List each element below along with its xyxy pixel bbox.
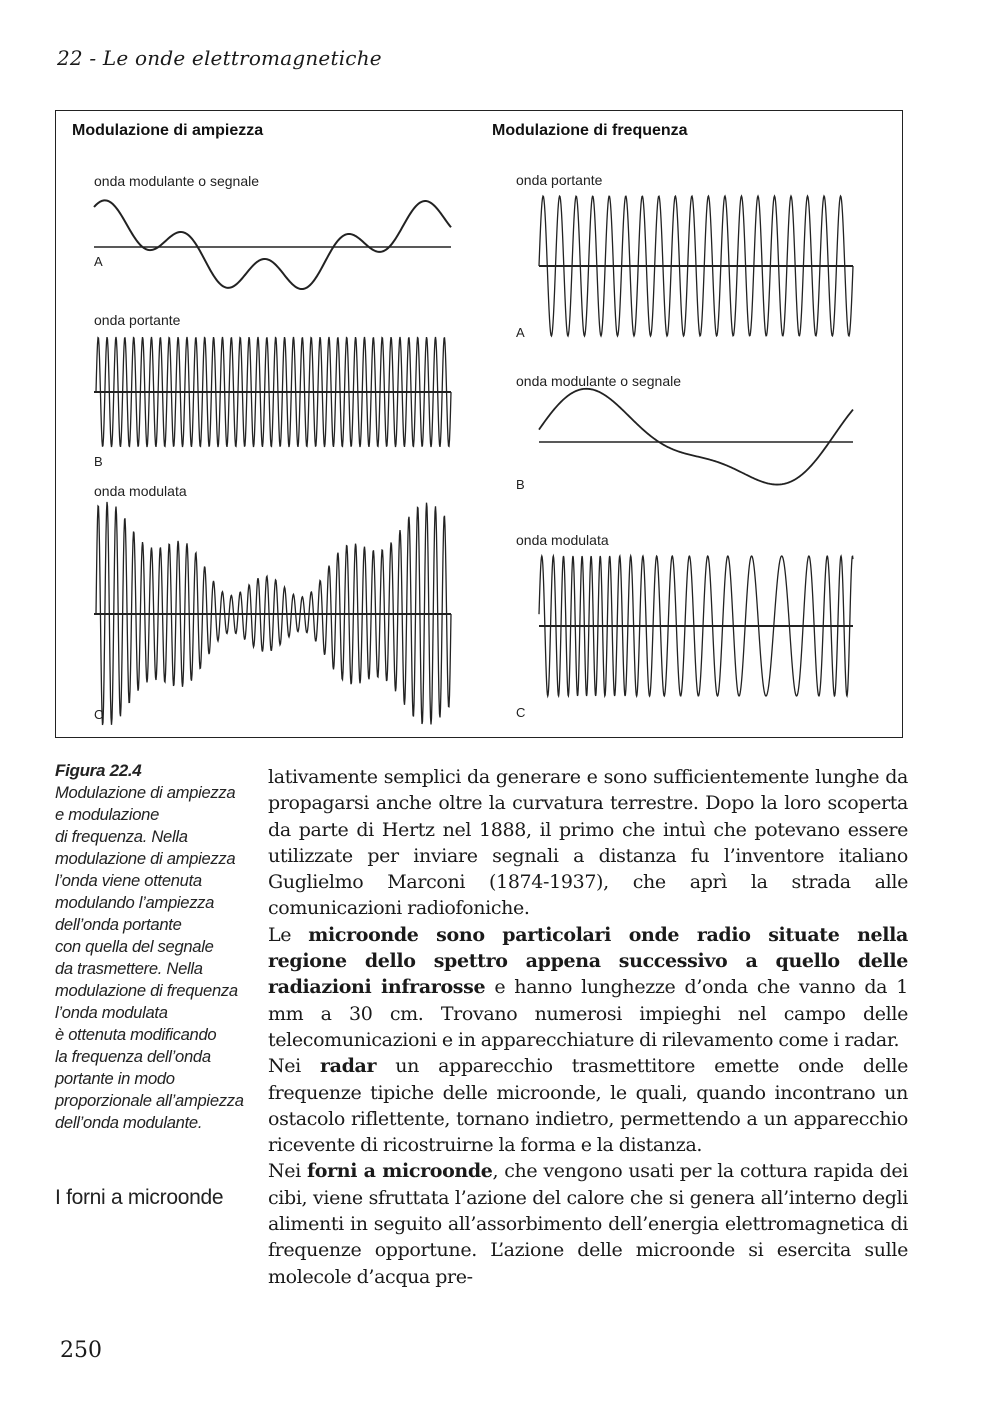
paragraph-4: [268, 1158, 908, 1289]
caption-line: l’onda viene ottenuta: [55, 871, 202, 890]
caption-line: portante in modo: [55, 1069, 175, 1088]
right-c-label: onda modulata: [516, 532, 609, 548]
caption-line: la frequenza dell’onda: [55, 1047, 211, 1066]
figure-22-4: [55, 110, 903, 738]
figure-caption: [55, 760, 255, 1134]
figure-graphic: [56, 111, 904, 739]
page-number: 250: [60, 1338, 102, 1363]
p4-end: , che vengono usati per la cottura rapida dei cibi, viene sfruttata l’azione del calore che si genera all’interno degli alimenti in seguito all’assorbimento dell’energia elettromagnetica di frequenze opportune. L’azione delle microonde si esercita sulle molecole d’acqua pre-: [268, 1160, 908, 1288]
left-c-letter: C: [94, 707, 104, 722]
p2-start: Le: [268, 923, 309, 946]
caption-line: proporzionale all’ampiezza: [55, 1091, 244, 1110]
caption-text: [55, 782, 255, 1134]
left-panel-title: Modulazione di ampiezza: [72, 122, 264, 139]
left-a-letter: A: [94, 254, 103, 269]
paragraph-3: [268, 1053, 908, 1158]
caption-line: dell’onda modulante.: [55, 1113, 203, 1132]
p2-bold: microonde sono particolari onde radio situate nella regione dello spettro appena successivo a quello delle radiazioni infrarosse: [268, 923, 908, 999]
paragraph-1: lativamente semplici da generare e sono sufficientemente lunghe da propagarsi anche oltre la curvatura terrestre. Dopo la loro scoperta da parte di Hertz nel 1888, il primo che intuì che potevano essere utilizzate per inviare segnali a distanza fu l’inventore italiano Guglielmo Marconi (1874-1937), che aprì la strada alle comunicazioni radiofoniche.: [268, 766, 908, 920]
p3-end: un apparecchio trasmettitore emette onde delle frequenze tipiche delle microonde, le quali, quando incontrano un ostacolo riflettente, tornano indietro, permettendo a un apparecchio ricevente di ricostruirne la forma e la distanza.: [268, 1055, 908, 1157]
left-b-label: onda portante: [94, 312, 181, 328]
caption-line: con quella del segnale: [55, 937, 214, 956]
caption-title: Figura 22.4: [55, 761, 142, 780]
caption-line: e modulazione: [55, 805, 160, 824]
left-b-letter: B: [94, 454, 103, 469]
right-c-letter: C: [516, 705, 526, 720]
paragraph-2: [268, 922, 908, 1053]
right-b-label: onda modulante o segnale: [516, 373, 682, 389]
left-a-signal-wave: [94, 200, 451, 289]
p4-start: Nei: [268, 1160, 307, 1183]
caption-line: modulazione di frequenza: [55, 981, 238, 1000]
caption-line: dell’onda portante: [55, 915, 182, 934]
caption-line: Modulazione di ampiezza: [55, 783, 236, 802]
left-c-label: onda modulata: [94, 483, 187, 499]
caption-line: da trasmettere. Nella: [55, 959, 203, 978]
left-b-carrier-wave: [96, 337, 451, 447]
caption-line: è ottenuta modificando: [55, 1025, 217, 1044]
right-a-label: onda portante: [516, 172, 603, 188]
p3-bold: radar: [320, 1055, 377, 1078]
left-c-am-wave: [96, 502, 451, 725]
caption-line: di frequenza. Nella: [55, 827, 188, 846]
running-head: 22 - Le onde elettromagnetiche: [57, 46, 382, 70]
right-b-letter: B: [516, 477, 525, 492]
p4-bold: forni a microonde: [306, 1160, 493, 1183]
right-panel-title: Modulazione di frequenza: [492, 122, 688, 139]
left-a-label: onda modulante o segnale: [94, 173, 260, 189]
caption-line: modulazione di ampiezza: [55, 849, 236, 868]
right-a-letter: A: [516, 325, 525, 340]
caption-line: modulando l’ampiezza: [55, 893, 215, 912]
p2-end: e hanno lunghezze d’onda che vanno da 1 mm a 30 cm. Trovano numerosi impieghi nel campo delle telecomunicazioni e in apparecchiature di rilevamento come i radar.: [268, 976, 908, 1051]
right-b-signal-wave: [539, 389, 853, 485]
body-text: [268, 764, 908, 1290]
p3-start: Nei: [268, 1055, 320, 1078]
caption-line: l’onda modulata: [55, 1003, 168, 1022]
side-note-heading: I forni a microonde: [55, 1186, 224, 1209]
